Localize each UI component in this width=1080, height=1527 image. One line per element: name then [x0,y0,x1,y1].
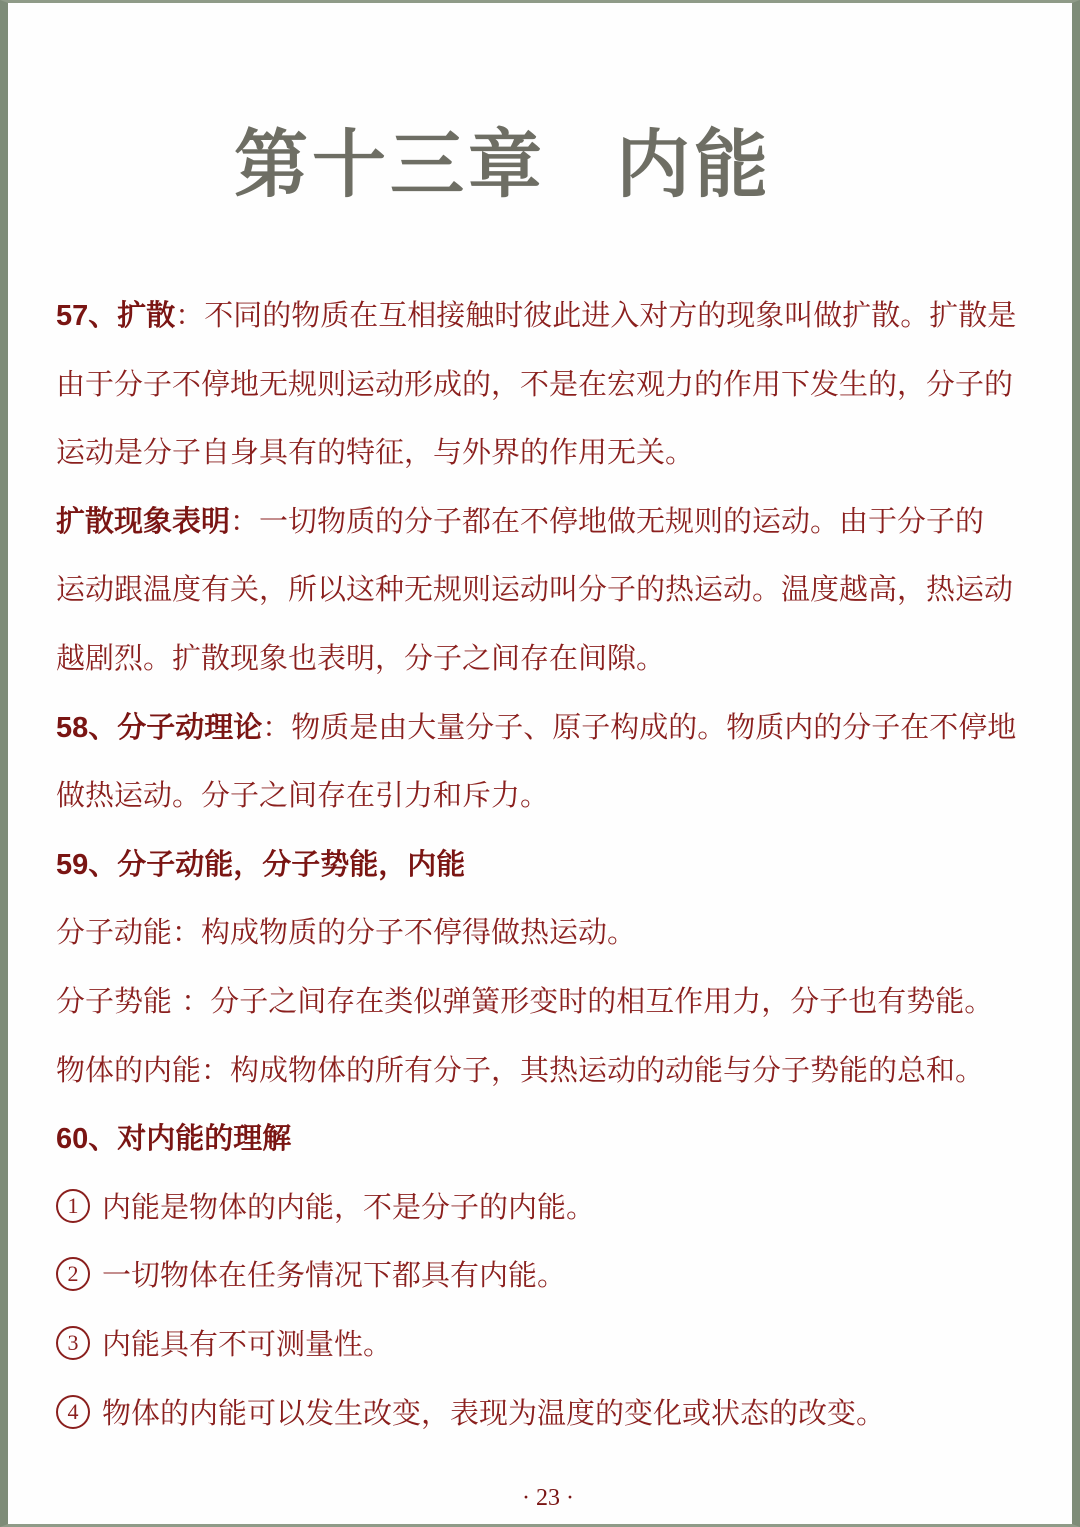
circled-number-3: 3 [56,1326,90,1360]
molecular-potential-energy: 分子势能 ：分子之间存在类似弹簧形变时的相互作用力，分子也有势能。 [56,983,994,1018]
circled-number-4: 4 [56,1395,90,1429]
circled-number-1: 1 [56,1189,90,1223]
section-number: 58、 [56,711,118,744]
circled-number-2: 2 [56,1257,90,1291]
list-item [56,1241,1056,1310]
section-term: 扩散现象表明 [56,503,231,538]
list-item-text: 一切物体在任务情况下都具有内能。 [102,1258,567,1293]
list-item-text: 内能具有不可测量性。 [102,1326,393,1361]
section-number: 60、 [56,1123,118,1156]
section-heading: 分子动能，分子势能，内能 [117,846,466,881]
list-item-text: 物体的内能可以发生改变，表现为温度的变化或状态的改变。 [102,1395,886,1430]
section-heading: 对内能的理解 [117,1121,292,1156]
chapter-number: 第十三章 [234,122,546,208]
internal-energy-definition: 物体的内能：构成物体的所有分子，其热运动的动能与分子势能的总和。 [56,1052,985,1087]
section-number: 59、 [56,848,118,881]
molecular-kinetic-energy: 分子动能：构成物质的分子不停得做热运动。 [56,915,637,950]
list-item [56,1310,1056,1379]
section-58-line-1 [56,693,1056,762]
list-item-text: 内能是物体的内能，不是分子的内能。 [102,1189,596,1224]
diffusion-shows-line-3: 越剧烈。扩散现象也表明，分子之间存在间隙。 [56,640,666,675]
list-item [56,1173,1056,1242]
section-term: 扩散 [117,298,176,332]
section-58-line-2: 做热运动。分子之间存在引力和斥力。 [56,778,550,813]
section-term: 分子动理论 [117,709,263,744]
list-item [56,1379,1056,1448]
separator: ： [262,709,292,744]
section-57-line-2: 由于分子不停地无规则运动形成的，不是在宏观力的作用下发生的，分子的 [56,366,1014,401]
separator: ： [230,503,260,538]
section-57-line-3: 运动是分子自身具有的特征，与外界的作用无关。 [56,435,695,470]
paragraph-text: 物质是由大量分子、原子构成的。物质内的分子在不停地 [291,709,1017,744]
paragraph-text: 一切物质的分子都在不停地做无规则的运动。由于分子的 [259,503,985,538]
chapter-title [234,115,772,215]
separator: ： [175,298,205,332]
section-57-line-1 [56,281,1056,350]
content-body [56,281,1056,1447]
section-59-heading [56,830,1056,899]
chapter-name: 内能 [616,122,772,208]
diffusion-shows-line-2: 运动跟温度有关，所以这种无规则运动叫分子的热运动。温度越高，热运动 [56,572,1014,607]
page-number: · 23 · [522,1485,574,1511]
section-number: 57、 [56,300,118,332]
paragraph-text: 不同的物质在互相接触时彼此进入对方的现象叫做扩散。扩散是 [204,298,1017,332]
section-60-heading [56,1104,1056,1173]
diffusion-shows-line-1 [56,487,1056,556]
